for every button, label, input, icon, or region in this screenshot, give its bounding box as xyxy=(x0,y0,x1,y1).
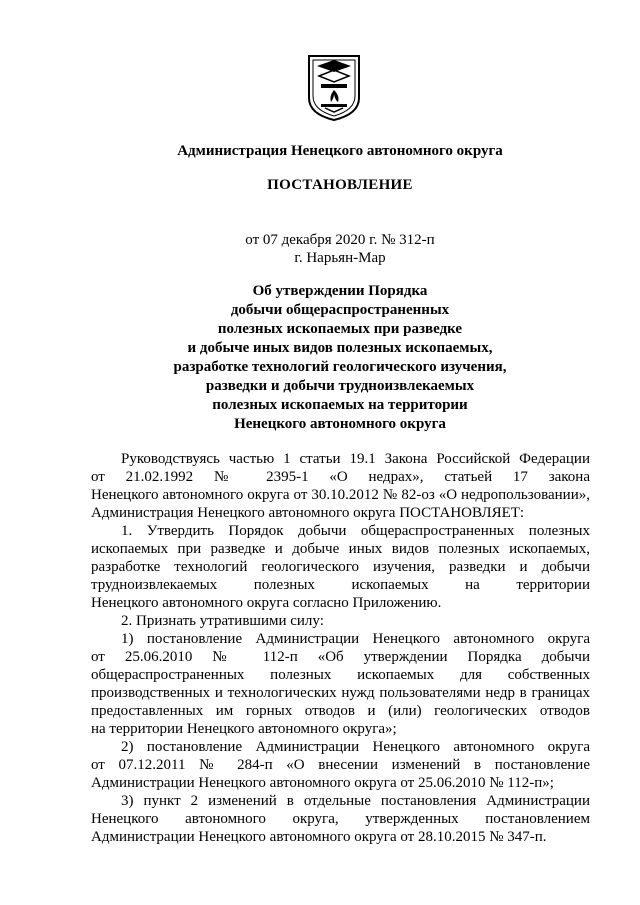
coat-of-arms-emblem xyxy=(307,54,361,122)
document-city: г. Нарьян-Мар xyxy=(294,250,386,266)
title-line: и добыче иных видов полезных ископаемых, xyxy=(187,340,493,356)
body-line: 2. Признать утратившими силу: xyxy=(121,613,324,629)
body-line: предоставленных им горных отводов и (или) геологических отводов xyxy=(91,703,590,719)
title-line: разработке технологий геологического изучения, xyxy=(173,359,507,375)
body-line: Ненецкого автономного округа согласно Приложению. xyxy=(91,595,442,611)
document-date-number: от 07 декабря 2020 г. № 312-п xyxy=(245,232,435,248)
body-line: Администрации Ненецкого автономного округа от 28.10.2015 № 347-п. xyxy=(91,829,547,845)
title-line: разведки и добычи трудноизвлекаемых xyxy=(205,378,475,394)
body-line: Ненецкого автономного округа от 30.10.2012 № 82-оз «О недропользовании», xyxy=(91,487,590,503)
title-line: Ненецкого автономного округа xyxy=(234,416,446,432)
document-body xyxy=(91,450,590,846)
body-line: 1. Утвердить Порядок добычи общераспространенных полезных xyxy=(121,523,590,539)
title-line: полезных ископаемых на территории xyxy=(212,397,468,413)
body-line: 3) пункт 2 изменений в отдельные постановления Администрации xyxy=(121,793,590,809)
title-line: добычи общераспространенных xyxy=(230,302,450,318)
body-line: ископаемых при разведке и добыче иных видов полезных ископаемых, xyxy=(91,541,590,557)
body-line: трудноизвлекаемых полезных ископаемых на территории xyxy=(91,577,590,593)
body-line: от 07.12.2011 № 284-п «О внесении изменений в постановление xyxy=(91,757,590,773)
body-line: Администрация Ненецкого автономного округа ПОСТАНОВЛЯЕТ: xyxy=(91,505,525,521)
body-line: производственных и технологических нужд пользователями недр в границах xyxy=(91,685,590,701)
body-line: Администрации Ненецкого автономного округа от 25.06.2010 № 112-п»; xyxy=(91,775,554,791)
body-line: на территории Ненецкого автономного округа»; xyxy=(91,721,397,737)
title-line: Об утверждении Порядка xyxy=(252,283,428,299)
body-line: 1) постановление Администрации Ненецкого автономного округа xyxy=(121,631,590,647)
body-line: от 25.06.2010 № 112-п «Об утверждении Порядка добычи xyxy=(91,649,590,665)
body-line: Ненецкого автономного округа, утвержденных постановлением xyxy=(91,811,590,827)
body-line: 2) постановление Администрации Ненецкого автономного округа xyxy=(121,739,590,755)
document-title xyxy=(80,282,600,434)
body-line: разработке технологий геологического изучения, разведки и добычи xyxy=(91,559,590,575)
organization-name: Администрация Ненецкого автономного округа xyxy=(177,143,503,159)
body-line: Руководствуясь частью 1 статьи 19.1 Закона Российской Федерации xyxy=(121,451,590,467)
body-line: от 21.02.1992 № 2395-1 «О недрах», статьей 17 закона xyxy=(91,469,590,485)
body-line: общераспространенных полезных ископаемых для собственных xyxy=(91,667,590,683)
title-line: полезных ископаемых при разведке xyxy=(217,321,463,337)
document-type: ПОСТАНОВЛЕНИЕ xyxy=(267,177,413,193)
